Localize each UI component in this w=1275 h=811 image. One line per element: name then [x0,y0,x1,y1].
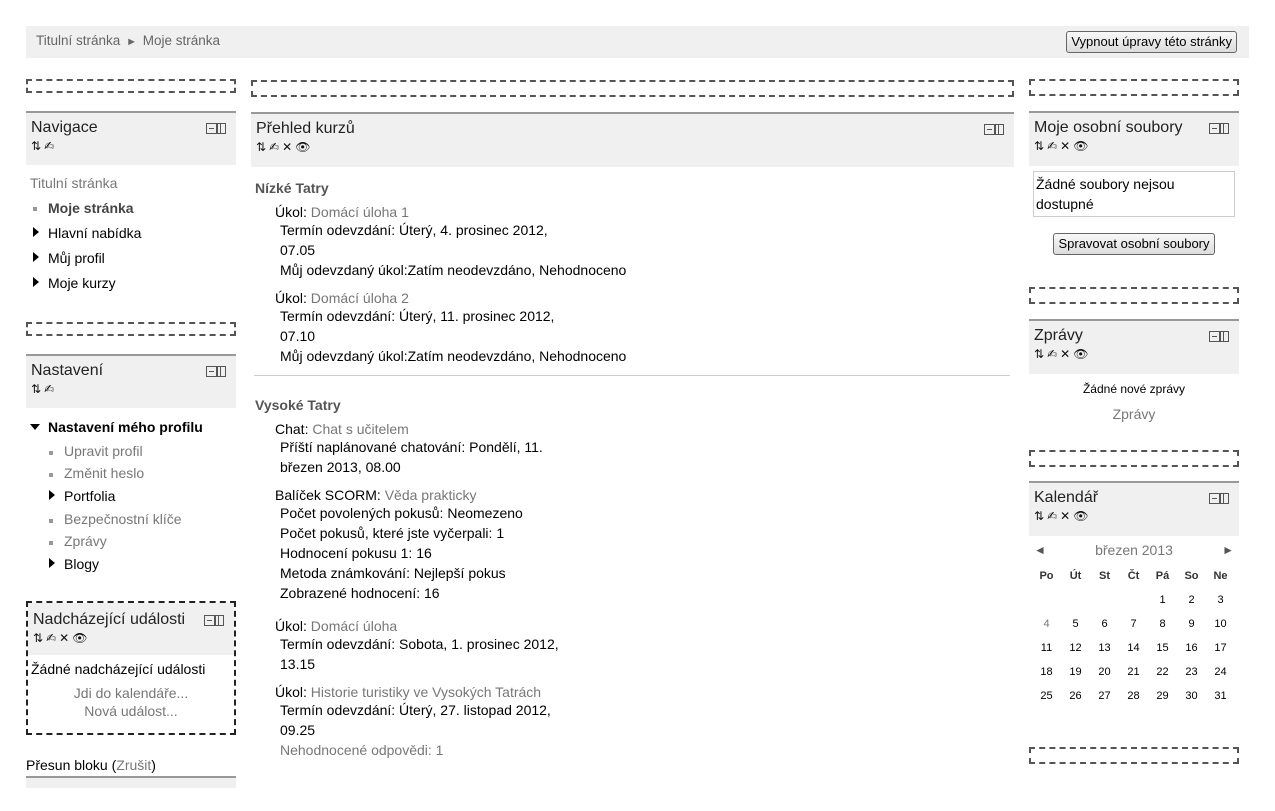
calendar-day: 9 [1188,618,1195,630]
activity-details [275,503,1014,603]
weekday-label: So [1184,570,1199,582]
delete-icon[interactable]: ✕ [1060,509,1074,523]
goto-calendar-link[interactable]: Jdi do kalendáře... [73,685,189,701]
hide-icon[interactable]: 👁 [72,631,91,645]
block-controls [28,629,234,650]
course-overview-block [251,112,1014,760]
dock-icon[interactable] [206,366,226,377]
hide-icon[interactable]: 👁 [295,140,314,154]
calendar-day: 8 [1159,618,1166,630]
move-icon[interactable]: ⇅ [256,140,270,154]
nav-item-my-profile[interactable]: Můj profil [26,246,236,271]
activity-details [275,220,1014,280]
activity-link[interactable]: Domácí úloha [310,618,398,634]
activity-link[interactable]: Chat s učitelem [312,421,409,437]
activity-type: Chat: [275,421,309,437]
calendar-week [1032,636,1235,660]
edit-icon[interactable]: ✍ [1047,347,1061,361]
calendar-day: 6 [1101,618,1108,630]
activity-details [275,700,1014,760]
calendar-day [1032,588,1061,612]
move-icon[interactable]: ⇅ [1034,347,1048,361]
block-header [1029,319,1239,374]
activity-detail-line: Zobrazené hodnocení: 16 [280,585,440,601]
activity-detail-line: Hodnocení pokusu 1: 16 [280,545,432,561]
calendar-day: 27 [1098,690,1111,702]
calendar [1029,536,1239,708]
calendar-day: 3 [1217,594,1224,606]
calendar-day: 24 [1214,666,1227,678]
calendar-day: 21 [1127,666,1140,678]
calendar-day: 26 [1069,690,1082,702]
block-title: Nastavení [31,362,104,379]
delete-icon[interactable]: ✕ [282,140,296,154]
delete-icon[interactable]: ✕ [1060,139,1074,153]
block-drop-zone[interactable] [1029,79,1239,96]
settings-item-edit-profile[interactable]: Upravit profil [42,440,236,462]
block-drop-zone[interactable] [251,80,1014,97]
calendar-day: 2 [1188,594,1195,606]
activity-detail-line: Metoda známkování: Nejlepší pokus [280,565,506,581]
move-block-text: Přesun bloku ( [26,757,117,773]
block-drop-zone[interactable] [26,322,236,336]
activity-type: Úkol: [275,684,307,700]
upcoming-empty-text: Žádné nadcházející události [31,661,206,677]
activity-detail-line: Termín odevzdání: Úterý, 4. prosinec 2012, [280,222,548,238]
activity-detail-line: 07.05 [280,242,316,258]
block-title: Nadcházející události [33,611,186,628]
calendar-day: 13 [1098,642,1111,654]
block-title: Zprávy [1034,327,1083,344]
calendar-day-today[interactable]: 4 [1043,618,1050,630]
settings-section-my-profile[interactable]: Nastavení mého profilu [26,415,236,440]
weekday-label: Út [1069,570,1082,582]
top-bar [26,26,1249,58]
settings-sublist [26,440,236,576]
activity-type: Úkol: [275,290,307,306]
activity-detail-line: Termín odevzdání: Úterý, 27. listopad 2012, [280,702,551,718]
block-controls [1029,137,1239,158]
activity-item [275,487,1014,503]
weekday-label: Pá [1155,570,1170,582]
calendar-day [1119,588,1148,612]
messages-link[interactable]: Zprávy [1112,406,1156,422]
activity-type: Balíček SCORM: [275,487,381,503]
activity-item [275,421,1014,437]
block-controls [26,380,236,401]
delete-icon[interactable]: ✕ [59,631,73,645]
activity-item [275,618,1014,634]
delete-icon[interactable]: ✕ [1060,347,1074,361]
edit-icon[interactable]: ✍ [46,631,60,645]
calendar-table [1032,564,1235,708]
moving-block-header [26,776,236,788]
activity-details [275,306,1014,366]
calendar-day: 10 [1214,618,1227,630]
files-tree: Žádné soubory nejsou dostupné [1033,171,1235,217]
dock-icon[interactable] [206,123,226,134]
block-title: Navigace [31,119,98,136]
weekday-label: St [1099,570,1110,582]
move-icon[interactable]: ⇅ [31,139,45,153]
activity-detail-line: Příští naplánované chatování: Pondělí, 11. [280,439,543,455]
weekday-label: Po [1039,570,1054,582]
calendar-nav [1029,536,1239,564]
prev-month-arrow[interactable]: ◄ [1034,543,1046,557]
calendar-day: 14 [1127,642,1140,654]
weekday-row [1032,564,1235,588]
hide-icon[interactable]: 👁 [1073,347,1092,361]
activity-details [275,634,1014,674]
activity-detail-line: Počet pokusů, které jste vyčerpali: 1 [280,525,505,541]
calendar-month[interactable]: březen 2013 [1095,542,1173,558]
move-icon[interactable]: ⇅ [31,382,45,396]
calendar-day: 18 [1040,666,1053,678]
settings-item-portfolios[interactable]: Portfolia [42,484,236,508]
settings-item-blogs[interactable]: Blogy [42,552,236,576]
activity-item [275,204,1014,220]
breadcrumb-home[interactable]: Titulní stránka [36,33,121,48]
block-controls [1029,507,1239,528]
activity-detail-line: 13.15 [280,656,316,672]
settings-item-change-password[interactable]: Změnit heslo [42,462,236,484]
messages-empty-text: Žádné nové zprávy [1082,382,1186,396]
block-header [28,603,234,655]
breadcrumb-current[interactable]: Moje stránka [142,33,221,48]
move-icon[interactable]: ⇅ [1034,509,1048,523]
next-month-arrow[interactable]: ► [1222,543,1234,557]
weekday-label: Čt [1127,570,1140,582]
calendar-day: 29 [1156,690,1169,702]
move-icon[interactable]: ⇅ [33,631,47,645]
move-block-notice [26,757,156,773]
calendar-day: 28 [1127,690,1140,702]
dock-icon[interactable] [1209,493,1229,504]
activity-detail-line: Můj odevzdaný úkol:Zatím neodevzdáno, Nehodnoceno [280,348,627,364]
navigation-block [26,111,236,296]
calendar-day: 23 [1185,666,1198,678]
dock-icon[interactable] [1209,123,1229,134]
settings-block [26,354,236,576]
messages-block [1029,319,1239,422]
block-header [1029,111,1239,166]
calendar-day: 19 [1069,666,1082,678]
activity-link[interactable]: Věda prakticky [384,487,477,503]
nav-list [26,196,236,296]
block-drop-zone[interactable] [1029,450,1239,467]
block-drop-zone[interactable] [1029,287,1239,304]
cancel-move-link[interactable]: Zrušit [116,757,152,773]
nav-item-my-page[interactable]: Moje stránka [26,196,236,221]
activity-detail-line: Počet povolených pokusů: Neomezeno [280,505,523,521]
calendar-day: 25 [1040,690,1053,702]
dock-icon[interactable] [1209,331,1229,342]
course-activities [251,421,1014,760]
block-header [251,112,1014,167]
calendar-day [1061,588,1090,612]
ungraded-submissions-link[interactable]: Nehodnocené odpovědi: 1 [280,742,444,758]
calendar-day: 15 [1156,642,1169,654]
block-drop-zone[interactable] [26,79,236,93]
hide-icon[interactable]: 👁 [1073,139,1092,153]
calendar-day: 12 [1069,642,1082,654]
nav-item-main-menu[interactable]: Hlavní nabídka [26,221,236,246]
settings-item-security-keys[interactable]: Bezpečnostní klíče [42,508,236,530]
calendar-week [1032,660,1235,684]
activity-link[interactable]: Domácí úloha 1 [310,204,409,220]
settings-item-messages[interactable]: Zprávy [42,530,236,552]
course-title[interactable]: Vysoké Tatry [255,397,341,413]
weekday-label: Ne [1213,570,1228,582]
block-title: Moje osobní soubory [1034,119,1183,136]
block-controls [1029,345,1239,366]
block-controls [26,137,236,158]
course-activities [251,204,1014,366]
activity-detail-line: Můj odevzdaný úkol:Zatím neodevzdáno, Nehodnoceno [280,262,627,278]
block-header [26,354,236,408]
calendar-week [1032,588,1235,612]
nav-home-link[interactable]: Titulní stránka [30,175,118,191]
edit-icon[interactable]: ✍ [1047,509,1061,523]
activity-item [275,290,1014,306]
move-icon[interactable]: ⇅ [1034,139,1048,153]
calendar-day: 5 [1072,618,1079,630]
edit-toggle-button[interactable]: Vypnout úpravy této stránky [1066,31,1237,53]
move-block-paren: ) [151,757,156,773]
block-header [1029,481,1239,536]
hide-icon[interactable]: 👁 [1073,509,1092,523]
dock-icon[interactable] [204,615,224,626]
dock-icon[interactable] [984,124,1004,135]
calendar-day: 30 [1185,690,1198,702]
edit-icon[interactable]: ✍ [44,382,58,396]
calendar-week [1032,612,1235,636]
activity-item [275,684,1014,700]
edit-icon[interactable]: ✍ [269,140,283,154]
activity-type: Úkol: [275,204,307,220]
activity-detail-line: 07.10 [280,328,316,344]
activity-link[interactable]: Domácí úloha 2 [310,290,409,306]
calendar-day: 17 [1214,642,1227,654]
manage-files-button[interactable]: Spravovat osobní soubory [1053,233,1214,255]
activity-details [275,437,1014,477]
breadcrumb-separator: ► [126,36,137,48]
activity-type: Úkol: [275,618,307,634]
activity-link[interactable]: Historie turistiky ve Vysokých Tatrách [310,684,542,700]
private-files-block [1029,111,1239,255]
block-drop-zone[interactable] [1029,747,1239,764]
block-header [26,111,236,165]
calendar-day: 7 [1130,618,1137,630]
calendar-day: 16 [1185,642,1198,654]
calendar-day: 22 [1156,666,1169,678]
edit-icon[interactable]: ✍ [1047,139,1061,153]
new-event-link[interactable]: Nová událost... [84,703,178,719]
course-title[interactable]: Nízké Tatry [255,180,329,196]
settings-list [26,415,236,440]
upcoming-events-block[interactable] [26,601,236,735]
calendar-block [1029,481,1239,708]
activity-detail-line: 09.25 [280,722,316,738]
calendar-week [1032,684,1235,708]
nav-item-my-courses[interactable]: Moje kurzy [26,271,236,296]
calendar-day [1090,588,1119,612]
activity-detail-line: Termín odevzdání: Sobota, 1. prosinec 2012, [280,636,559,652]
calendar-day: 11 [1040,642,1053,654]
breadcrumb [36,33,220,48]
calendar-day: 1 [1159,594,1166,606]
block-title: Přehled kurzů [256,120,355,137]
calendar-day: 20 [1098,666,1111,678]
block-title: Kalendář [1034,489,1099,506]
block-controls [251,138,1014,159]
activity-detail-line: Termín odevzdání: Úterý, 11. prosinec 2012, [280,308,555,324]
edit-icon[interactable]: ✍ [44,139,58,153]
activity-detail-line: březen 2013, 08.00 [280,459,401,475]
calendar-day: 31 [1214,690,1227,702]
